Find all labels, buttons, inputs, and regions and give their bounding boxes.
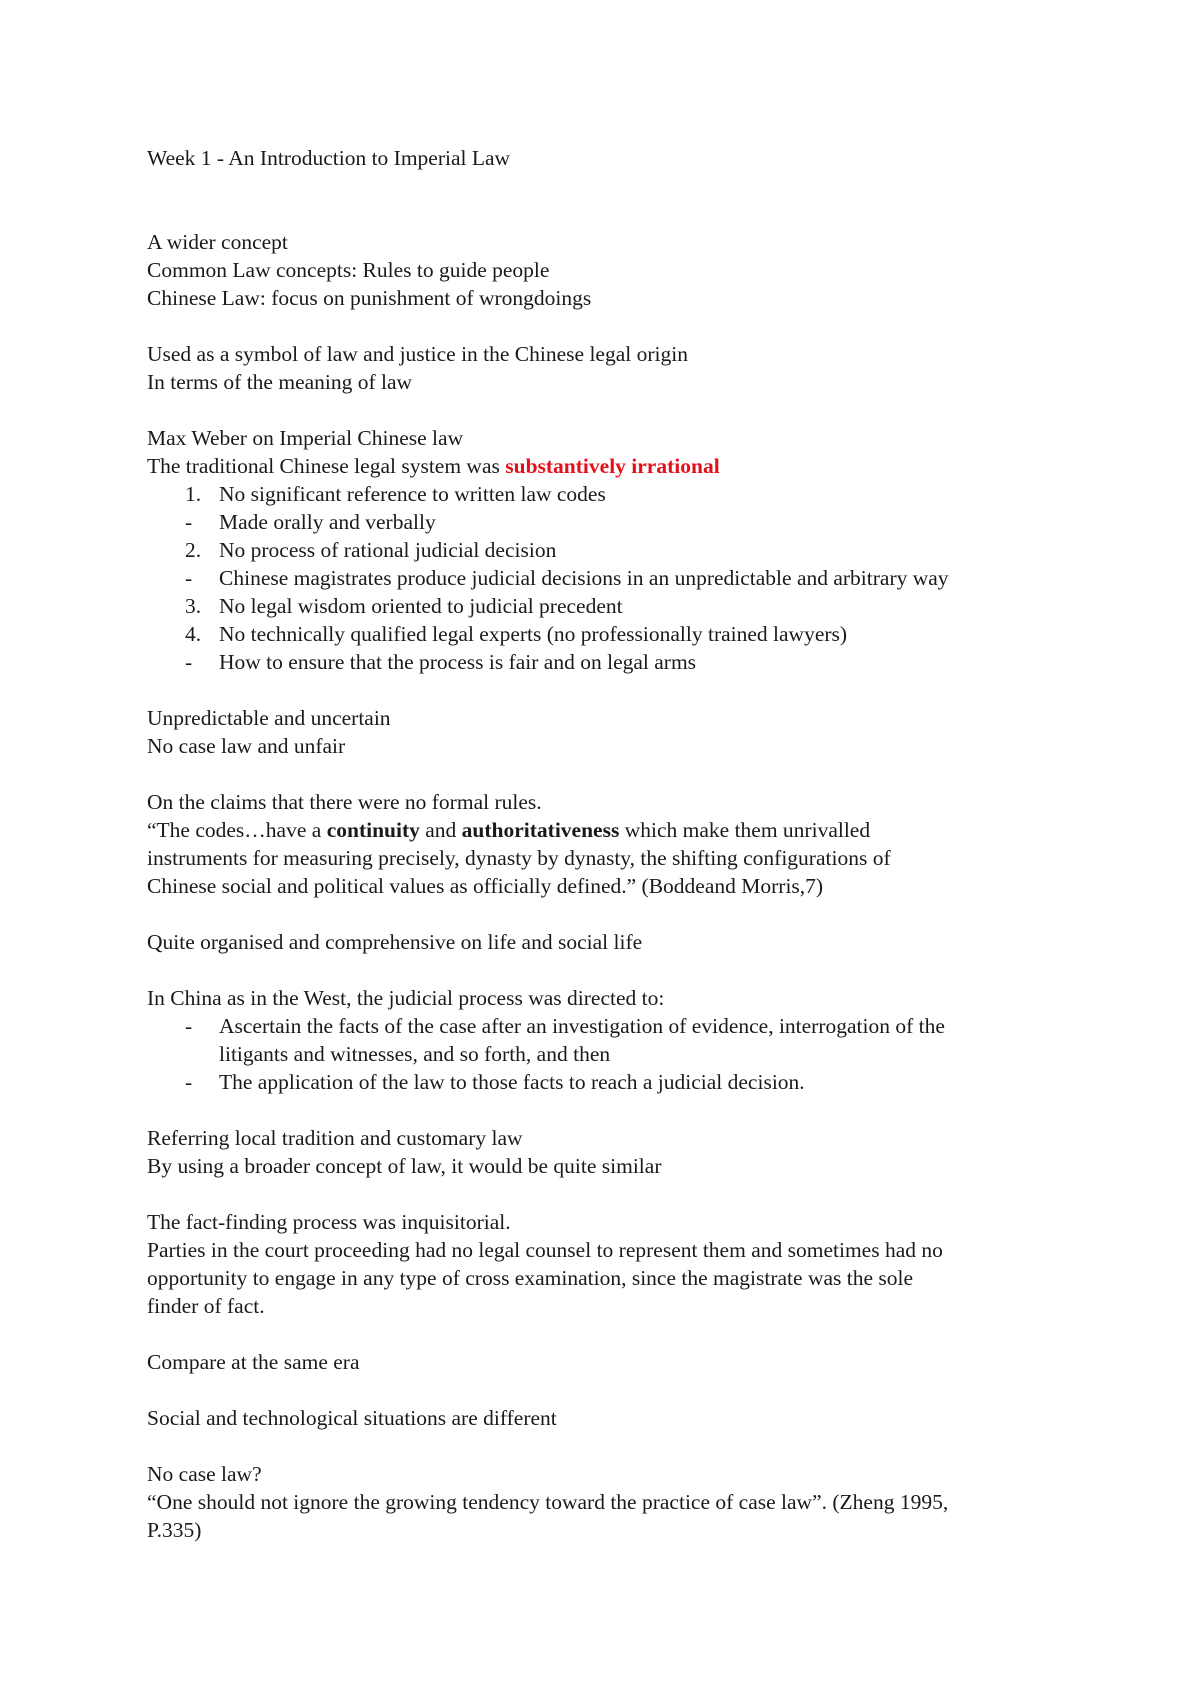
section-heading: In China as in the West, the judicial process was directed to:	[147, 986, 665, 1010]
list-item-text: Made orally and verbally	[219, 510, 436, 534]
paragraph-line: By using a broader concept of law, it would be quite similar	[147, 1154, 662, 1178]
list-marker: -	[185, 1070, 193, 1094]
list-marker: -	[185, 650, 193, 674]
list-marker: 4.	[185, 622, 202, 646]
list-item	[147, 1068, 1067, 1096]
quote-bold-text: authoritativeness	[461, 818, 620, 842]
list-item	[147, 480, 1067, 508]
list-item	[147, 1012, 1067, 1040]
quote-text: and	[419, 818, 462, 842]
paragraph-line: Compare at the same era	[147, 1350, 360, 1374]
quote-line: Chinese social and political values as officially defined.” (Boddeand Morris,7)	[147, 874, 824, 898]
section-heading: On the claims that there were no formal rules.	[147, 790, 542, 814]
list-item-text: No significant reference to written law codes	[219, 482, 606, 506]
paragraph-line: finder of fact.	[147, 1294, 265, 1318]
quote-line: “One should not ignore the growing tendency toward the practice of case law”. (Zheng 1995,	[147, 1490, 949, 1514]
weber-statement	[147, 452, 1067, 480]
paragraph-line: No case law and unfair	[147, 734, 346, 758]
section-heading: Max Weber on Imperial Chinese law	[147, 426, 464, 450]
paragraph-line: Quite organised and comprehensive on life and social life	[147, 930, 643, 954]
list-item	[147, 508, 1067, 536]
list-item	[147, 620, 1067, 648]
quote-text: which make them unrivalled	[619, 818, 871, 842]
paragraph-line: The fact-finding process was inquisitorial.	[147, 1210, 511, 1234]
list-item-text: No process of rational judicial decision	[219, 538, 557, 562]
document-page	[147, 144, 1067, 1544]
paragraph-line: Parties in the court proceeding had no legal counsel to represent them and sometimes had no	[147, 1238, 943, 1262]
quote-bold-text: continuity	[326, 818, 420, 842]
list-marker: 2.	[185, 538, 202, 562]
statement-text: The traditional Chinese legal system was	[147, 454, 506, 478]
paragraph-line: Referring local tradition and customary law	[147, 1126, 523, 1150]
emphasis-text: substantively irrational	[505, 454, 720, 478]
list-item-text: Chinese magistrates produce judicial decisions in an unpredictable and arbitrary way	[219, 566, 949, 590]
paragraph-line: Common Law concepts: Rules to guide people	[147, 258, 550, 282]
list-item-text: No legal wisdom oriented to judicial precedent	[219, 594, 623, 618]
paragraph-line: A wider concept	[147, 230, 288, 254]
paragraph-line: Chinese Law: focus on punishment of wrongdoings	[147, 286, 592, 310]
list-marker: -	[185, 1014, 193, 1038]
list-item	[147, 648, 1067, 676]
list-item-text: No technically qualified legal experts (no professionally trained lawyers)	[219, 622, 848, 646]
list-marker: 1.	[185, 482, 202, 506]
list-item	[147, 536, 1067, 564]
paragraph-line: Social and technological situations are different	[147, 1406, 557, 1430]
list-item	[147, 592, 1067, 620]
section-heading: No case law?	[147, 1462, 262, 1486]
list-item	[147, 564, 1067, 592]
list-item-text: Ascertain the facts of the case after an investigation of evidence, interrogation of the	[219, 1014, 945, 1038]
list-item-text: How to ensure that the process is fair and on legal arms	[219, 650, 697, 674]
quote-line	[147, 816, 1067, 844]
quote-line: instruments for measuring precisely, dynasty by dynasty, the shifting configurations of	[147, 846, 891, 870]
list-marker: 3.	[185, 594, 202, 618]
paragraph-line: In terms of the meaning of law	[147, 370, 413, 394]
list-marker: -	[185, 566, 193, 590]
list-marker: -	[185, 510, 193, 534]
paragraph-line: Used as a symbol of law and justice in the Chinese legal origin	[147, 342, 688, 366]
quote-text: “The codes…have a	[147, 818, 327, 842]
document-title: Week 1 - An Introduction to Imperial Law	[147, 146, 511, 170]
paragraph-line: Unpredictable and uncertain	[147, 706, 391, 730]
list-item-continuation: litigants and witnesses, and so forth, and then	[219, 1042, 611, 1066]
list-item-text: The application of the law to those facts to reach a judicial decision.	[219, 1070, 805, 1094]
paragraph-line: opportunity to engage in any type of cross examination, since the magistrate was the sole	[147, 1266, 914, 1290]
quote-line: P.335)	[147, 1518, 202, 1542]
